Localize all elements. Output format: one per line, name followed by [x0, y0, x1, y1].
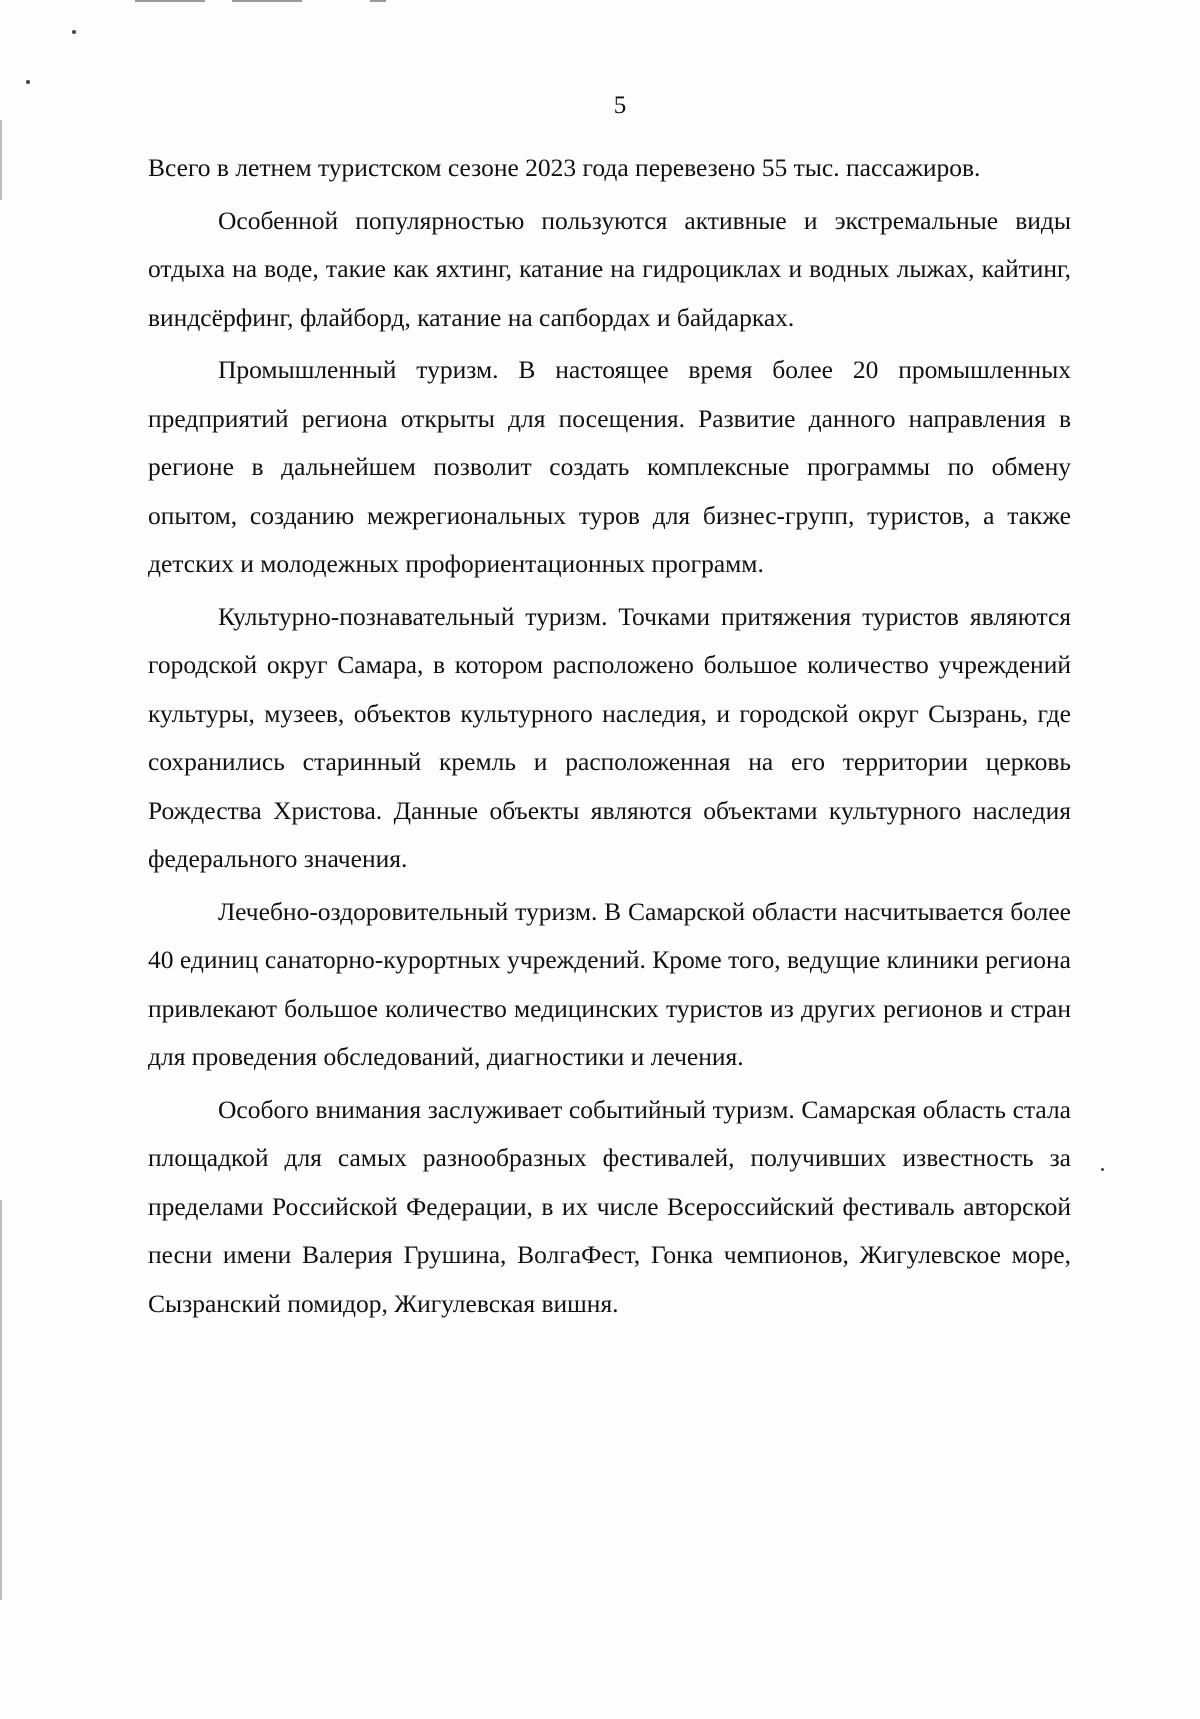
page-number: 5 — [613, 92, 627, 119]
scan-speck — [26, 80, 30, 84]
paragraph: Особенной популярностью пользуются активные и экстремальные виды отдыха на воде, такие как яхтинг, катание на гидроциклах и водных лыжах, кайтинг, виндсёрфинг, флайборд, катание на сапбордах и байдарках. — [148, 205, 1071, 332]
scan-speck — [1101, 1168, 1104, 1171]
scan-top-rule — [232, 0, 302, 2]
scan-speck — [72, 30, 76, 34]
scan-edge-line — [0, 120, 2, 200]
scan-top-rule — [370, 0, 386, 2]
paragraph: Лечебно-оздоровительный туризм. В Самарской области насчитывается более 40 единиц санаторно-курортных учреждений. Кроме того, ведущие клиники региона привлекают большое количество медицинских туристов из других регионов и стран для проведения обследований, диагностики и лечения. — [148, 896, 1071, 1071]
body-text — [148, 144, 1071, 1332]
paragraph: Культурно-познавательный туризм. Точками притяжения туристов являются городской округ Самара, в котором расположено большое количество учреждений культуры, музеев, объектов культурного наследия, и городской округ Сызрань, где сохранились старинный кремль и расположенная на его территории церковь Рождества Христова. Данные объекты являются объектами культурного наследия федерального значения. — [148, 601, 1071, 873]
paragraph: Особого внимания заслуживает событийный туризм. Самарская область стала площадкой для самых разнообразных фестивалей, получивших известность за пределами Российской Федерации, в их числе Всероссийский фестиваль авторской песни имени Валерия Грушина, ВолгаФест, Гонка чемпионов, Жигулевское море, Сызранский помидор, Жигулевская вишня. — [148, 1094, 1071, 1318]
scan-edge-line — [0, 1200, 2, 1600]
paragraph: Всего в летнем туристском сезоне 2023 года перевезено 55 тыс. пассажиров. — [148, 153, 981, 182]
paragraph: Промышленный туризм. В настоящее время более 20 промышленных предприятий региона открыты для посещения. Развитие данного направления в регионе в дальнейшем позволит создать комплексные программы по обмену опытом, созданию межрегиональных туров для бизнес-групп, туристов, а также детских и молодежных профориентационных программ. — [148, 355, 1071, 578]
scan-top-rule — [135, 0, 205, 2]
